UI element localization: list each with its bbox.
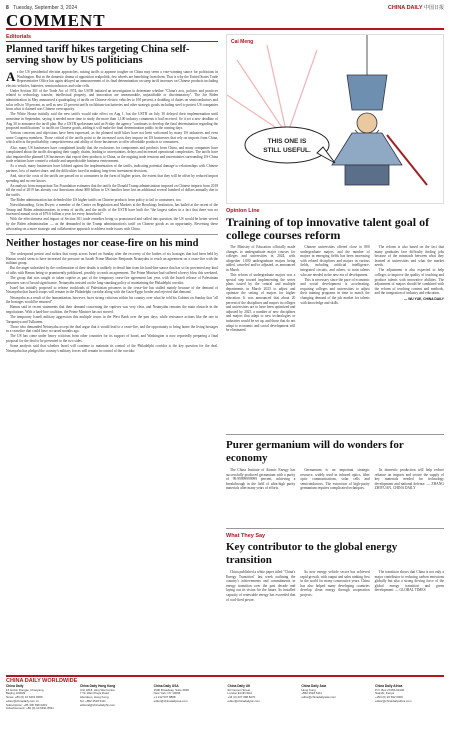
office-line: 7 Tin Wan Praya Road — [79, 691, 109, 696]
paragraph: Also, many US businesses have complained loudly that the exclusions for components and products from China, and many companies have complained about the tariffs disrupting their supply chains, leading to uncertainties, delays and increased operational complexities. The tariffs have also impaired the planned US businesses that export their products to China, as the ongoing trade tensions and uncertainties surrounding US-China trade relations have created a volatile and unpredictable business environment. — [6, 145, 218, 164]
office-line: New York, NY 10036 — [153, 691, 181, 696]
office-line: 90 Cannon Street — [227, 687, 251, 692]
editorial-cartoon — [226, 34, 444, 204]
office-line: +852 2518 5111 — [301, 691, 322, 696]
office-name: China Daily Hong Kong — [79, 684, 116, 688]
footer-office — [6, 685, 75, 711]
opinion-headline: Training of top innovative talent goal of college courses reform — [226, 215, 430, 242]
germanium-col-1 — [226, 468, 295, 491]
section-title: COMMENT — [6, 11, 106, 30]
office-line: Advertisement: +86 (0) 10 6491 8631 — [6, 706, 54, 711]
office-line: 1500 Broadway, Suite 2800 — [153, 687, 189, 692]
footer-office — [301, 685, 370, 711]
paragraph: An analysis from nonpartisan Tax Foundation estimates that the tariffs the Donald Trump administration imposed on Chinese imports from 2018 till the end of 2019 has already cost Americans about $80 billion in US families have lost an additional several hundred of dollars annually due to the tariffs. — [6, 183, 218, 197]
paragraph: The reform is also based on the fact that many graduates face difficulty finding jobs because of the mismatch between what they learned at universities and what the market needs. — [374, 245, 444, 268]
editorials-column — [6, 34, 218, 354]
paragraph: The White House initially said the new tariffs would take effect on Aug 1, but the USTR on July 30 delayed their implementation until sometime in September, saying it needed more time to study the more than 1,100 industry comments it had received. So it set a new deadline of Aug 30 to announce the tariff plan. But a USTR spokesman said on Friday the agency "continues to develop the final determination regarding the proposed modifications" to tariffs on Chinese goods, adding it will make the final determination public in the coming days. — [6, 112, 218, 131]
what-they-say-section — [226, 528, 444, 603]
paragraph: As a result, many businesses have lobbied against the implementation of the tariffs, indicating potential damage to relationships with Chinese partners, loss of market share, and the difficulties faced in making long-term investment decisions. — [6, 164, 218, 173]
whatsay-col-2 — [300, 570, 369, 603]
whatsay-col-3 — [375, 570, 444, 603]
whatsay-col-1 — [226, 570, 295, 603]
office-line: Subscription: +86 400 699 0203 — [6, 702, 47, 707]
office-line: P.O. Box 27281-00100 — [375, 687, 405, 692]
opinion-columns — [226, 245, 444, 333]
paragraph: The group that was caught or taken captive as part of the temporary cease-fire agreement last year, with the Israeli release of Palestinian prisoners was of broad significance. Netanyahu insisted on the long-standing policy of maintaining the Philadelphi corridor. — [6, 276, 218, 285]
office-line: editor@chinadailyusa.com — [153, 698, 188, 703]
footer-office — [227, 685, 296, 711]
office-line: Tel: +852 2518 5111 — [79, 698, 106, 703]
speech-bubble — [245, 127, 335, 163]
office-line: Hong Kong — [301, 687, 316, 692]
germanium-col-3 — [375, 468, 444, 491]
hanging-figure-icon — [332, 35, 402, 185]
office-line: +1 212 537 8888 — [153, 695, 176, 700]
editorial-headline-tariffs: Planned tariff hikes targeting China self-serving show by US politicians — [6, 44, 190, 66]
office-name: China Daily USA — [153, 684, 179, 688]
bubble-line-1: THIS ONE IS — [267, 138, 307, 145]
opinion-line-tag: Opinion Line — [226, 208, 260, 214]
paragraph: Germanium is an important strategic resource, widely used in infrared optics, fiber optic communications, solar cells and semiconductors. The extraction of high-purity germanium requires complicated techniques. — [300, 468, 370, 491]
office-line: News: +86 (0) 10 6491 8366 — [6, 695, 43, 700]
paragraph: The Ministry of Education officially made changes to undergraduate major courses for colleges and universities in 2024, with altogether 1,000 undergraduate majors being added, canceled and/or adjusted, as announced in March. — [226, 245, 296, 272]
paragraph: Chinese universities offered close to 800 undergraduate majors, and the number of majors in emerging fields has been increasing with related disciplines and majors in various fields, including artificial intelligence, integrated circuits, and others, to train talents who are needed in the new era of development. — [300, 245, 370, 277]
cartoonist-credit: Cai Meng — [231, 39, 254, 45]
germanium-headline: Purer germanium will do wonders for economy — [226, 439, 404, 464]
germanium-columns — [226, 468, 444, 491]
paragraph: Some analysts said that whether Israel will continue to maintain its control of the Philadelphi corridor is the key question for the deal. Netanyahu has pledged the country's military forces will remain in control of the corridor. — [6, 343, 218, 353]
worldwide-footer — [6, 675, 444, 743]
paragraph: Israel has initially proposed to release truckloads of Palestinian prisoners in the cease-fire has stalled mainly because of the demand of Netanyahu that Israeli troops will remain in the Philadelphi corridor along with the Gaza-Egypt border and rejected that demand. — [6, 285, 218, 295]
office-name: China Daily — [6, 684, 24, 688]
paragraph: But the anger unleashed by the confirmation of their deaths is unlikely to derail him from his hard-line stance that has so far prevented any kind of talks with Hamas being so prominently publicized, possibly to reach an agreement. The Prime Minister had suffered a heavy blow this weekend. — [6, 266, 218, 276]
paragraph: The adjustment is also expected to help colleges to improve the quality of teaching and produce talents with innovative abilities. The adjustment of majors should be combined with the reform of teaching content and methods, and the integration of industry and education. — [374, 268, 444, 296]
brand-line — [388, 4, 444, 11]
paragraph: The transition shows that China is not only a major contributor to reducing carbon emissions globally but also a strong driving force of the global energy transition and green development. — GLOBAL TIMES — [374, 570, 444, 593]
office-name: China Daily Africa — [375, 684, 403, 688]
issue-date: Tuesday, September 3, 2024 — [13, 4, 78, 11]
editorial-headline-ceasefire: Neither hostages nor cease-fire on his mind — [6, 238, 199, 250]
what-they-say-headline: Key contributor to the global energy transition — [226, 541, 398, 566]
office-line: +44 (0) 207 398 8270 — [227, 695, 256, 700]
what-they-say-columns — [226, 570, 444, 603]
paragraph: China published a white paper titled "China's Energy Transition" last week outlining the country's achievements and commitments in energy transition over the past decade and laying out its vision for the future. Its installed capacity of renewable energy has exceeded that of coal-fired power. — [226, 570, 296, 602]
opinion-col-2 — [300, 245, 369, 333]
office-line: Beijing 100029 — [6, 691, 26, 696]
office-line: +254 (0) 20 692 0900 — [375, 695, 403, 700]
office-line: Aberdeen, Hong Kong — [79, 695, 109, 700]
byline: — WU YUE, CHINA DAILY — [403, 297, 444, 302]
masthead — [6, 12, 444, 30]
office-line: London EC4N 6HA — [227, 691, 253, 696]
opinion-col-3 — [375, 245, 444, 333]
footer-office — [154, 685, 223, 711]
cartoon-illustration — [227, 35, 444, 204]
paragraph: And, since the costs of the tariffs are passed on to consumers in the form of higher prices, the extent that they will be offset by reduced import spending and no one knows. — [6, 174, 218, 183]
paragraph: The widespread protest and strikes that swept across Israel on Sunday after the recovery of the bodies of six hostages that had been held by Hamas would seem to have increased the pressure on Israeli Prime Minister Benjamin Netanyahu to reach an agreement on a cease-fire with the militant group. — [6, 252, 218, 266]
opinion-line-section — [226, 208, 444, 333]
office-line: Unit 1818, Hing Wai Centre — [79, 687, 115, 692]
paragraph: With the effectiveness and impact of Section 301 trade remedies being so pronounced and called into question, the US would be better served by the Biden administration — as the demanded in the Trump administration's tariff on Chinese goods as an opportunity. Reversing these advocating on a more strategic and collaborative approach to address trade issues with China. — [6, 217, 218, 231]
office-line: editorial@chinadailyhk.com — [79, 702, 116, 707]
brand-name: CHINA DAILY — [387, 5, 423, 11]
office-name: China Daily UK — [227, 684, 251, 688]
footer-office — [375, 685, 444, 711]
paragraph: Hamas said in recent statements that their demand concerning the captives was very clear, and Netanyahu remains the main obstacle in the negotiations. With a hard-line coalition, the Prime Minister has not moved. — [6, 305, 218, 314]
editorials-tag: Editorials — [6, 34, 218, 42]
paragraph: Notwithstanding, Grim Dwyer, a member of the Center on Regulation and Markets at the Brookings Institution, has hailed at the recent of the Trump and Biden administrations in terms of tariffs, and the tariffs of the USTR have built the "the largest stakes in a fact that there was no increased annual costs of $79.6 billion a year for every household." — [6, 203, 218, 217]
footer-title: CHINA DAILY WORLDWIDE — [6, 678, 78, 684]
page-number: 8 — [6, 4, 9, 11]
germanium-section — [226, 434, 444, 491]
cartoon-area — [226, 34, 444, 204]
paragraph: Its new energy vehicle sector has achieved rapid growth, with output and sales ranking first in the world for many consecutive years. China has also helped many developing countries develop clean energy through cooperation projects. — [300, 570, 370, 597]
paragraph: Its domestic production will help reduce reliance on imports and secure the supply of key materials needed for technology development and national defense. — ZHANG ZHIYUAN, CHINA DAILY — [374, 468, 444, 491]
what-they-say-tag: What They Say — [226, 533, 266, 539]
editorial-body-ceasefire — [6, 252, 218, 353]
paragraph: Under Section 301 of the Trade Act of 1974, the USTR initiated an investigation to determine whether "China's acts, policies and practices related to technology transfer, intellectual property, and innovation are unreasonable, unjustifiable or discriminatory". The Joe Biden administration in May announced a quadrupling of tariffs on Chinese electric vehicles to 100 percent, a doubling of duties on semiconductors and solar cells to 50 percent, as well as new 25 percent tariffs on lithium-ion batteries and other strategic goods including steel to protect US companies from what it claimed was Chinese overcapacity. — [6, 88, 219, 112]
office-line: editor@chinadailyafrica.com — [375, 698, 412, 703]
office-line: editor@chinadailyuk.com — [227, 698, 260, 703]
office-line: editor@chinadaily.com.cn — [6, 698, 39, 703]
office-line: editor@chinadailyasia.com — [301, 695, 336, 700]
paragraph: Netanyahu as a result of the humanitarian, however, faces strong criticism within his country over what he told his Cabinet on Sunday that "all the hostages would be returned". — [6, 295, 218, 305]
office-name: China Daily Asia — [301, 684, 327, 688]
paragraph: Various concerns and objections have been expressed, as the planned tariff hikes have not been welcomed by many US industries and even some Congress members. Those critical of the tariffs point to the increased costs they impose on US businesses that rely on imports from China, which affects the profitability, competitiveness and ability of those businesses to offer affordable products to consumers. — [6, 131, 218, 145]
paragraph: The China Institute of Atomic Energy has successfully produced germanium with a purity of 99.99999999999 percent, achieving a breakthrough in the field of ultra-high purity materials after many years of efforts. — [226, 468, 296, 491]
paragraph: Those who demanded Netanyahu accept the deal argue that it would lead to a cease-fire, and the opportunity to bring home the living hostages in a ceasefire that could have occurred months ago. — [6, 324, 218, 334]
paragraph: The temporary Israeli military aggression this multiple towns in the West Bank over the past days, while resistance actions like the one in Tarqumiya and Tulkarem. — [6, 314, 218, 324]
paragraph: The US has come under heavy criticism from other countries for its support of Israel, and Washington is now reportedly preparing a final proposal for the deal to be presented to the two sides. — [6, 334, 218, 343]
paragraph: This is necessary since the pace of economic and social development is accelerating, requiring colleges and universities to adjust their training programs in time to match the changing demand of the job market for talents with knowledge and skills. — [300, 277, 370, 305]
germanium-col-2 — [300, 468, 369, 491]
brand-chinese: 中国日报 — [423, 5, 444, 11]
paragraph: The Biden administration has defended the US higher tariffs on Chinese products from policy to fail to consumers, too. — [10, 198, 182, 203]
divider — [6, 234, 218, 235]
drop-cap: A — [6, 69, 16, 84]
paragraph: s the US presidential election approaches, raising tariffs to appease tougher on China may seem a vote-winning stance for politicians in Washington. But as the domestic drama of opposition realpolitik, few wheels are benefiting from them. That is why the United States Trade Representative Office has again delayed an announcement of its final determination on steep tariff increases on Chinese products including electric vehicles, batteries, semiconductors and solar cells. — [6, 70, 218, 88]
editorial-body-tariffs — [6, 70, 218, 231]
office-line: Nairobi, Kenya — [375, 691, 395, 696]
footer-office — [80, 685, 149, 711]
opinion-col-1 — [226, 245, 295, 333]
rays-decoration — [227, 45, 317, 135]
office-line: 15 Huixin Dongjie, Chaoyang — [6, 687, 44, 692]
footer-columns — [6, 685, 444, 711]
bubble-line-2: STILL USEFUL. — [263, 147, 311, 154]
paragraph: This reform of undergraduate majors was a special step toward implementing the series plans issued by the central and multiple departments in March 2023 to adjust and optimize the setting of majors for higher education. It was announced that about 20 percent of the disciplines and majors in colleges and universities are to have been optimized and adjusted by 2025, a number of new disciplines and majors that adapt to new technologies or industries would be set up, and those that do not adapt to economic and social development will be eliminated. — [226, 273, 296, 333]
page-date-line — [6, 5, 77, 11]
